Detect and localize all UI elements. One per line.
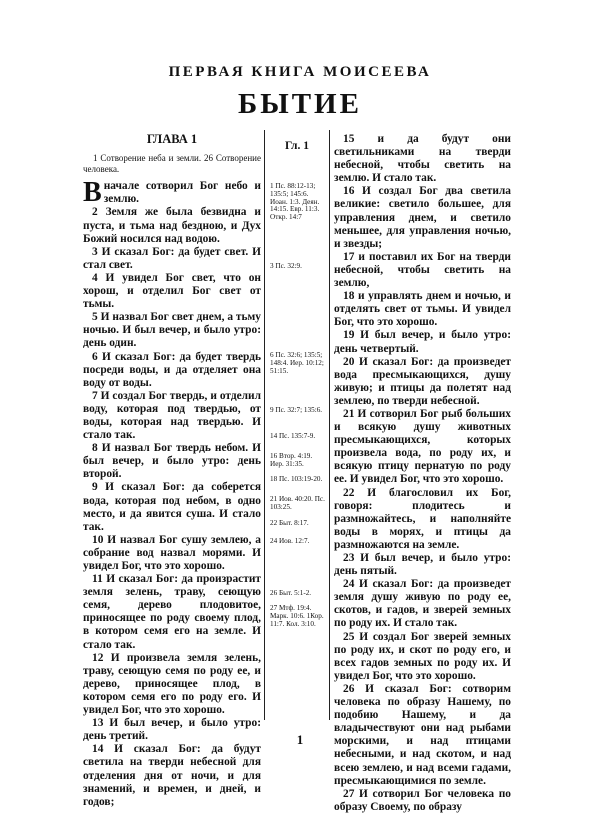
cross-ref: 3 Пс. 32:9. [270,262,302,270]
verse: 16 И создал Бог два светила великие: светило большее, для управления днем, и светило меньшее, для управления ночью, и звезды; [334,185,511,250]
verse: 9 И сказал Бог: да соберется вода, которая под небом, в одно место, и да явится суша. И стало так. [83,481,261,533]
drop-cap: В [83,177,102,209]
verse: 27 И сотворил Бог человека по образу Своему, по образу [334,787,511,813]
verse: 6 И сказал Бог: да будет твердь посреди воды, и да отделяет она воду от воды. [83,350,261,389]
verse-1-text: начале сотворил Бог небо и землю. [103,180,261,206]
cross-ref: 18 Пс. 103:19-20. [270,475,323,483]
chapter-summary: 1 Сотворение неба и земли. 26 Сотворение человека. [83,153,261,174]
verse: 24 И сказал Бог: да произведет земля душу живую по роду ее, скотов, и гадов, и зверей земных по роду их. И стало так. [334,578,511,630]
verse: 13 И был вечер, и было утро: день третий. [83,717,261,743]
verse: 17 и поставил их Бог на тверди небесной, чтобы светить на землю, [334,250,511,290]
verse: 26 И сказал Бог: сотворим человека по образу Нашему, по подобию Нашему, и да владычествуют они над рыбами морскими, и над птицами небесными, и над скотом, и над всею землею, и над всеми гадами, пресмыкающимися по земле. [334,682,511,787]
verse: 4 И увидел Бог свет, что он хорош, и отделил Бог свет от тьмы. [83,271,261,311]
verse: 11 И сказал Бог: да произрастит земля зелень, траву, сеющую семя, дерево плодовитое, приносящее по роду своему плод, в котором семя его на земле. И стало так. [83,573,261,651]
book-title: ПЕРВАЯ КНИГА МОИСЕЕВА [168,64,432,80]
right-column [334,133,511,814]
verse: 21 И сотворил Бог рыб больших и всякую душу животных пресмыкающихся, которых произвела вода, по роду их, и всякую птицу пернатую по роду ее. И увидел Бог, что это хорошо. [334,407,511,486]
verse: 12 И произвела земля зелень, траву, сеющую семя по роду ее, и дерево, приносящее плод, в котором семя его по роду его. И увидел Бог, что это хорошо. [83,651,261,717]
verse: 22 И благословил их Бог, говоря: плодитесь и размножайтесь, и наполняйте воды в морях, и птицы да размножаются на земле. [334,486,511,551]
cross-ref: 22 Быт. 8:17. [270,519,309,527]
verse: 5 И назвал Бог свет днем, а тьму ночью. И был вечер, и было утро: день один. [83,311,261,350]
verse: 18 и управлять днем и ночью, и отделять свет от тьмы. И увидел Бог, что это хорошо. [334,290,511,329]
verse: 3 И сказал Бог: да будет свет. И стал свет. [83,245,261,271]
page-number: 1 [296,732,304,747]
column-divider-right [329,130,330,720]
cross-ref: 27 Мтф. 19:4. Марк. 10:6. 1Кор. 11:7. Кол. 3:10. [270,604,324,628]
cross-ref: 24 Иов. 12:7. [270,537,310,545]
verse-1 [83,177,261,209]
column-divider-left [264,130,265,720]
cross-ref: 26 Быт. 5:1-2. [270,589,312,597]
cross-ref: 16 Втор. 4:19. Иер. 31:35. [270,452,313,468]
verse: 15 и да будут они светильниками на тверди небесной, чтобы светить на землю. И стало так. [334,133,511,185]
gutter-chapter-label: Гл. 1 [285,140,309,152]
cross-ref: 21 Иов. 40:20. Пс. 103:25. [270,495,325,511]
verse: 8 И назвал Бог твердь небом. И был вечер, и было утро: день второй. [83,442,261,481]
verse: 14 И сказал Бог: да будут светила на тверди небесной для отделения дня от ночи, и для знамений, и времен, и дней, и годов; [83,743,261,808]
cross-reference-gutter [266,140,328,164]
chapter-title: ГЛАВА 1 [146,132,198,146]
cross-ref: 14 Пс. 135:7-9. [270,432,316,440]
cross-ref: 6 Пс. 32:6; 135:5; 148:4. Иер. 10:12; 51:15. [270,351,324,375]
verse: 10 И назвал Бог сушу землею, а собрание вод назвал морями. И увидел Бог, что это хорошо. [83,533,261,572]
verse: 19 И был вечер, и было утро: день четвертый. [334,329,511,355]
verse: 23 И был вечер, и было утро: день пятый. [334,552,511,578]
left-column [83,133,261,809]
verse: 7 И создал Бог твердь, и отделил воду, которая под твердью, от воды, которая над твердью. И стало так. [83,389,261,442]
verse: 25 И создал Бог зверей земных по роду их, и скот по роду его, и всех гадов земных по роду их. И увидел Бог, что это хорошо. [334,630,511,682]
book-name: БЫТИЕ [238,88,362,120]
cross-ref: 9 Пс. 32:7; 135:6. [270,406,323,414]
verse: 2 Земля же была безвидна и пуста, и тьма над бездною, и Дух Божий носился над водою. [83,206,261,245]
cross-ref: 1 Пс. 88:12-13; 135:5; 145:6. Иоан. 1:3. Деян. 14:15. Евр. 11:3. Откр. 14:7 [270,182,320,222]
verse: 20 И сказал Бог: да произведет вода пресмыкающихся, душу живую; и птицы да полетят над землею, по тверди небесной. [334,355,511,407]
